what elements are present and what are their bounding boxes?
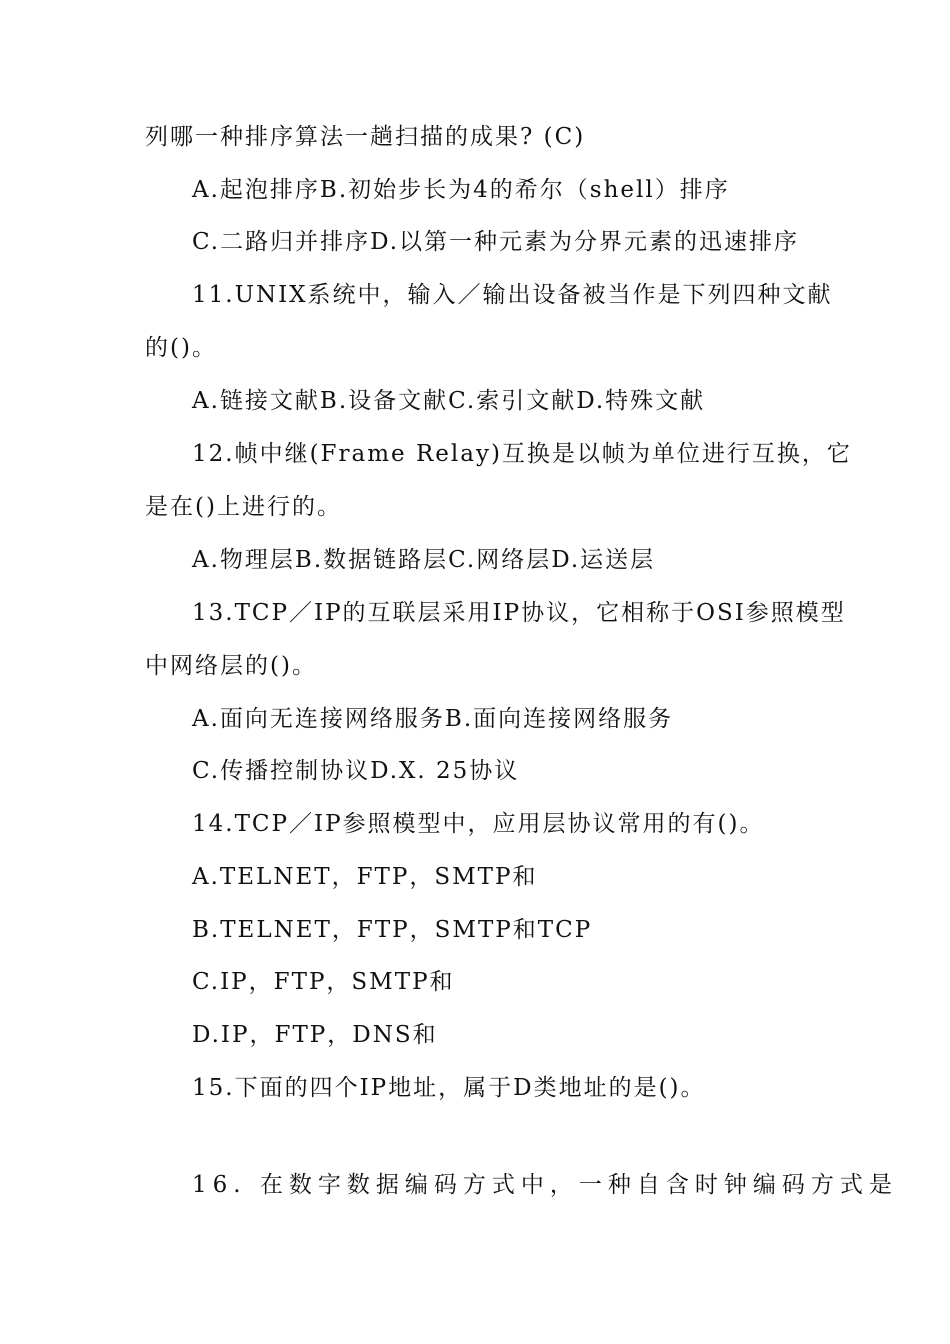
text-line-12: A.面向无连接网络服务B.面向连接网络服务 — [192, 706, 674, 732]
text-line-10: 13.TCP／IP的互联层采用IP协议，它相称于OSI参照模型 — [192, 600, 846, 626]
text-line-3: C.二路归并排序D.以第一种元素为分界元素的迅速排序 — [192, 229, 800, 255]
text-line-13: C.传播控制协议D.X. 25协议 — [192, 758, 520, 784]
text-line-15: A.TELNET，FTP，SMTP和 — [192, 864, 538, 890]
text-line-11: 中网络层的()。 — [145, 653, 317, 679]
text-line-1: 列哪一种排序算法一趟扫描的成果? (C) — [145, 124, 586, 150]
text-line-8: 是在()上进行的。 — [145, 494, 342, 520]
text-line-14: 14.TCP／IP参照模型中，应用层协议常用的有()。 — [192, 811, 765, 837]
text-line-17: C.IP，FTP，SMTP和 — [192, 969, 455, 995]
text-line-9: A.物理层B.数据链路层C.网络层D.运送层 — [192, 547, 656, 573]
text-line-4: 11.UNIX系统中，输入／输出设备被当作是下列四种文献 — [192, 282, 833, 308]
text-line-6: A.链接文献B.设备文献C.索引文献D.特殊文献 — [192, 388, 706, 414]
text-line-18: D.IP，FTP，DNS和 — [192, 1022, 438, 1048]
text-line-20: 16. 在数字数据编码方式中，一种自含时钟编码方式是 — [192, 1172, 898, 1198]
text-line-16: B.TELNET，FTP，SMTP和TCP — [192, 917, 593, 943]
text-line-5: 的()。 — [145, 335, 217, 361]
text-line-19: 15.下面的四个IP地址，属于D类地址的是()。 — [192, 1075, 706, 1101]
text-line-2: A.起泡排序B.初始步长为4的希尔（shell）排序 — [192, 177, 730, 203]
text-line-7: 12.帧中继(Frame Relay)互换是以帧为单位进行互换，它 — [192, 441, 852, 467]
